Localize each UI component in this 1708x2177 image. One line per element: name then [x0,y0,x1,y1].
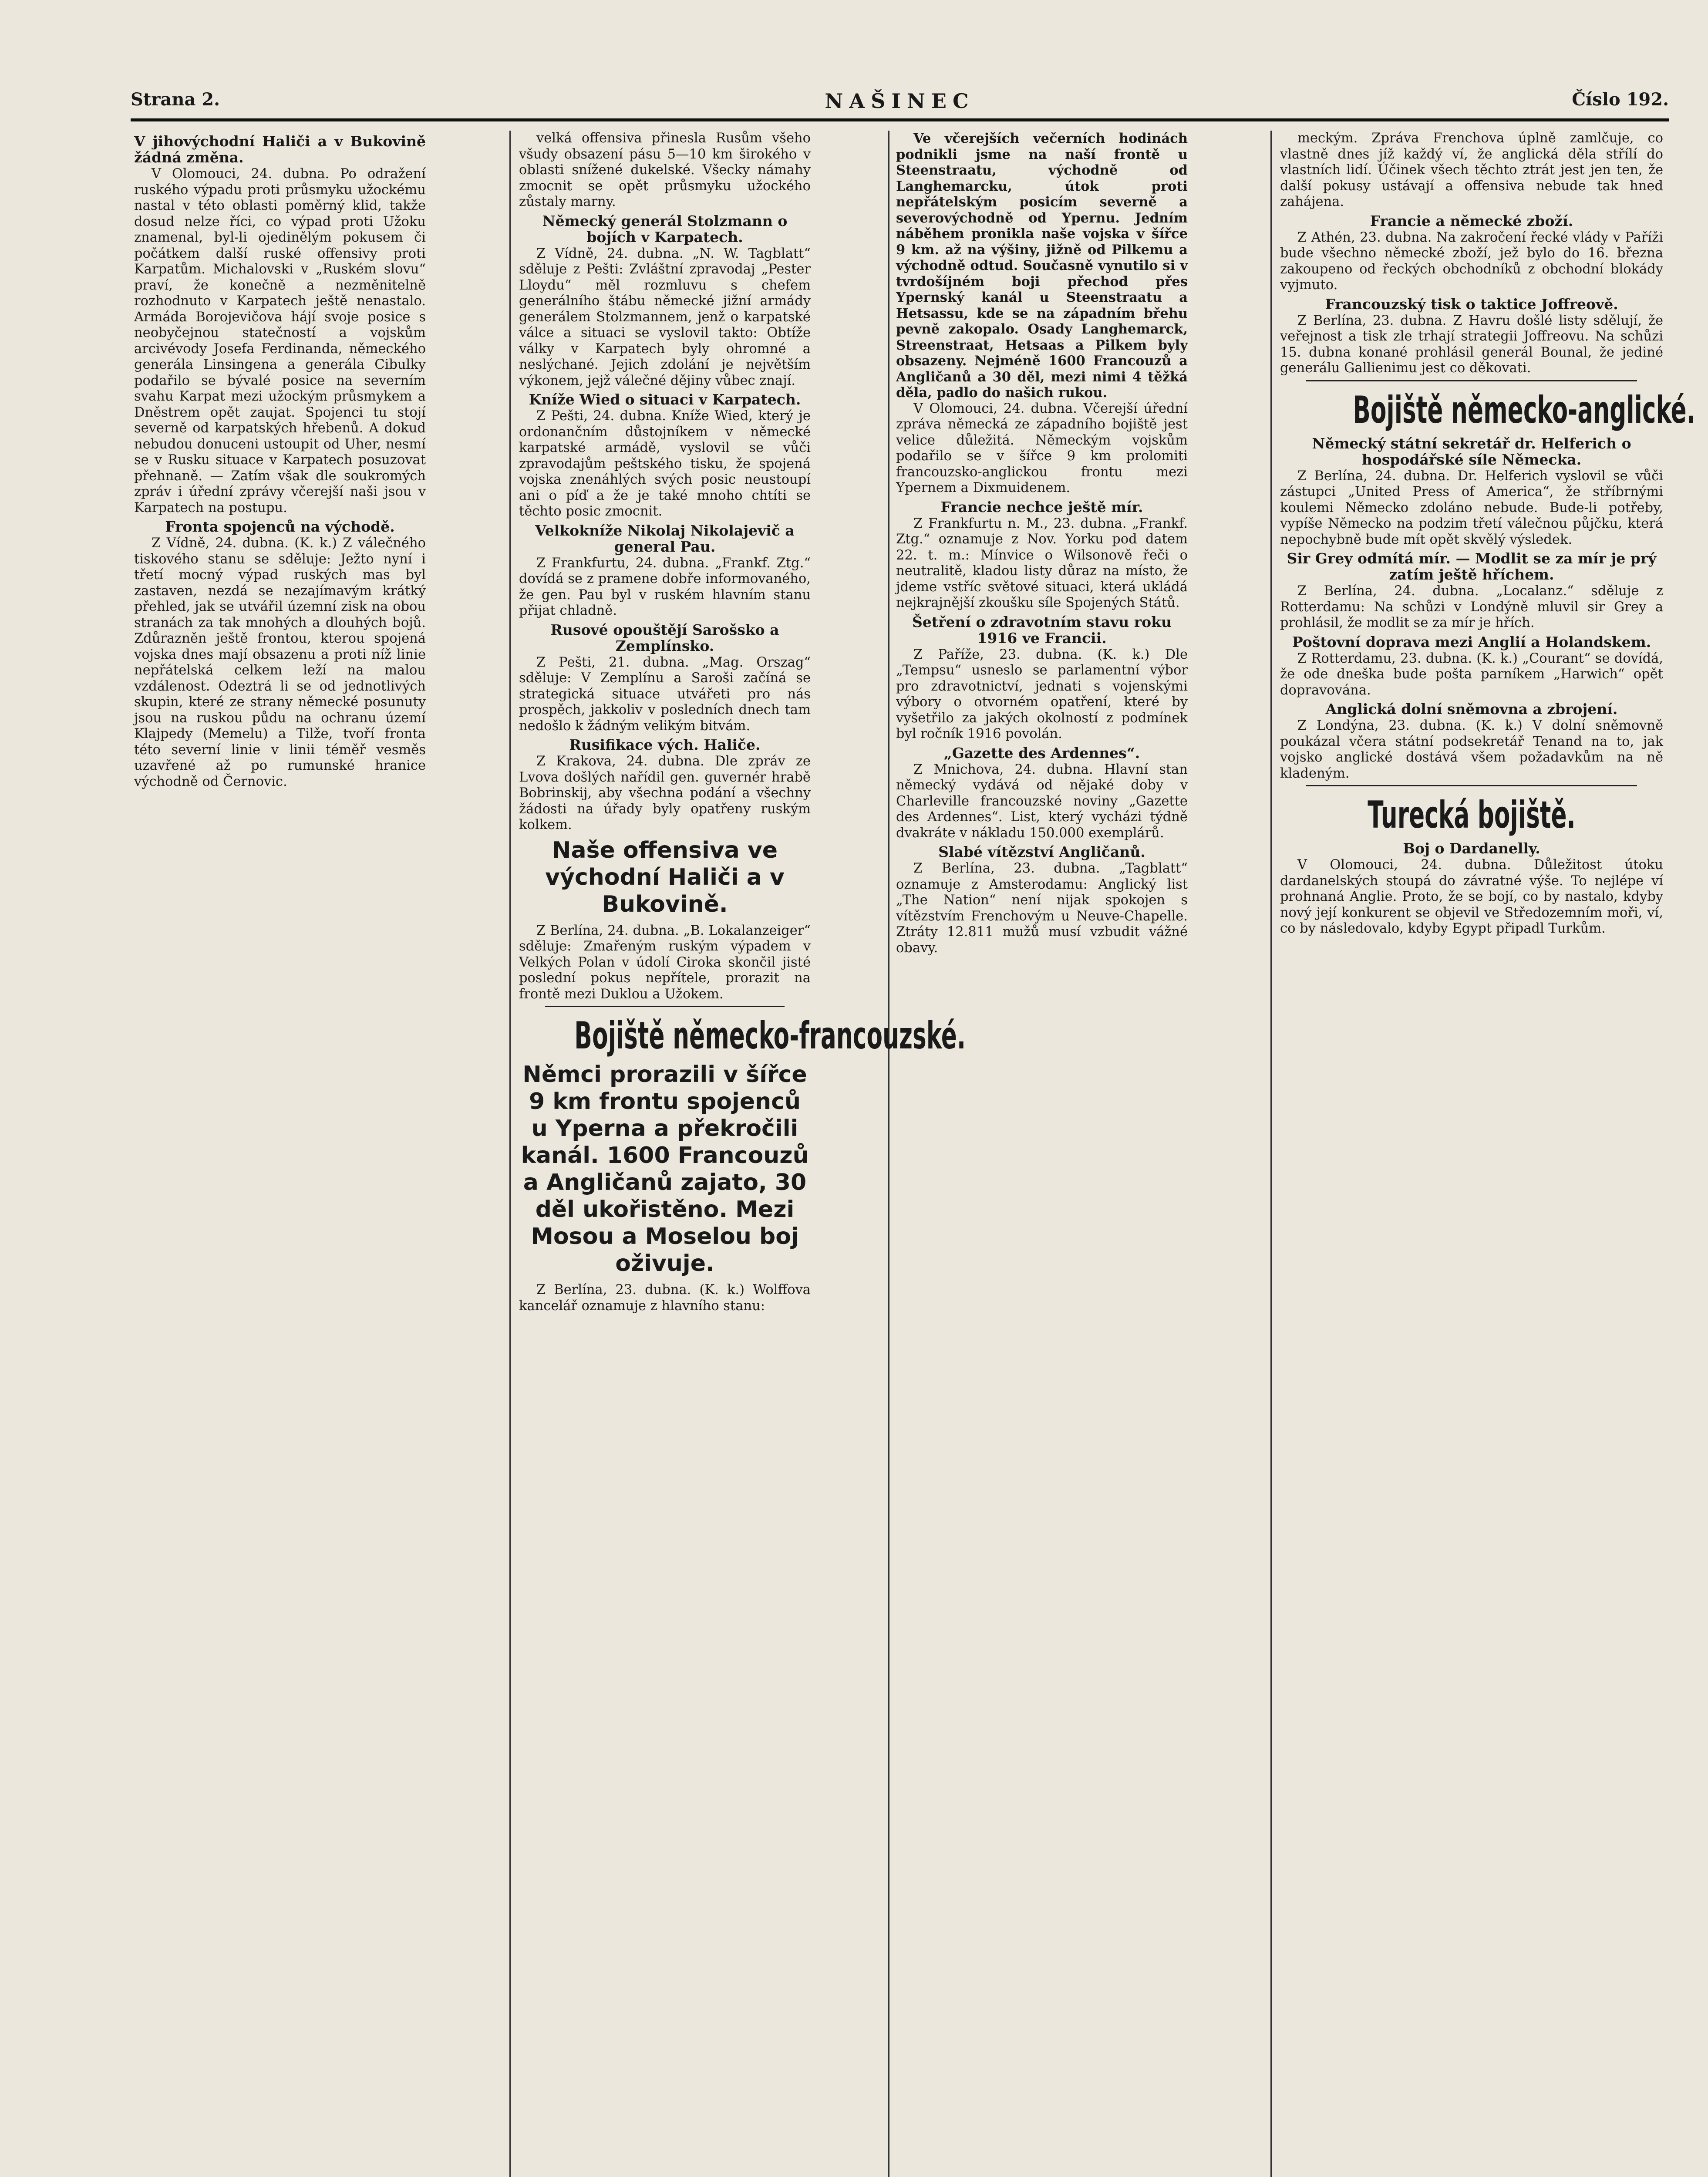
column-divider [509,131,511,2177]
article-text: Z Londýna, 23. dubna. (K. k.) V dolní sněmovně poukázal včera státní podsekretář Tenand na to, jak vojsko anglické dostává všem požadavkům na ně kladeným. [1280,718,1663,781]
article-text: Z Berlína, 23. dubna. Z Havru došlé listy sdělují, že veřejnost a tisk zle trhají strategii Joffreovu. Na schůzi 15. dubna konané prohlásil generál Bounal, že jediné generálu Gallienimu jest co děkovati. [1280,313,1663,376]
column-3 [896,131,1188,2177]
column-divider [888,131,889,2177]
article-text: Z Frankfurtu, 24. dubna. „Frankf. Ztg.“ dovídá se z pramene dobře informovaného, že gen. Pau byl v ruském hlavním stanu přijat chladně. [519,555,811,618]
article-text: Z Rotterdamu, 23. dubna. (K. k.) „Courant“ se dovídá, že ode dneška bude pošta parníkem „Harwich“ opět dopravována. [1280,650,1663,698]
article-text: Z Vídně, 24. dubna. (K. k.) Z válečného tiskového stanu se sděluje: Ježto nyní i třetí mocný výpad ruských mas byl zastaven, nezdá se nezajímavým krátký přehled, jak se utvářil územní zisk na obou stranách za tak mnohých a dlouhých bojů. Zdůrazněn ještě frontou, kterou spojená vojska dnes mají obsazenu a proti níž linie nepřátelská celkem leží na malou vzdálenost. Odeztrá li se od jednotlivých skupin, které ze strany německé posunuty jsou na ruskou půdu na ochranu území Klajpedy (Memelu) a Tilže, tvoří fronta této severní linie v linii téměř vesměs uzavřené až po rumunské hranice východně od Černovic. [134,536,426,789]
article-heading: Sir Grey odmítá mír. — Modlit se za mír je prý zatím ještě hříchem. [1287,550,1657,583]
article-heading: Německý státní sekretář dr. Helferich o hospodářské síle Německa. [1312,435,1631,468]
column-1 [134,131,426,2177]
section-banner: Bojiště německo-francouzské. [574,1014,966,1058]
article-heading: Anglická dolní sněmovna a zbrojení. [1325,701,1618,718]
header-rule [131,118,1669,121]
article-heading: Francie a německé zboží. [1370,212,1573,229]
article-heading: V jihovýchodní Haliči a v Bukovině žádná změna. [134,133,426,166]
article-heading: Francouzský tisk o taktice Joffreově. [1325,295,1618,313]
article-heading: Rusifikace vých. Haliče. [569,736,761,753]
article-text: V Olomouci, 24. dubna. Včerejší úřední zpráva německá ze západního bojiště jest velice důležitá. Německým vojskům podařilo se v šířce 9 km prolomiti francouzsko-anglickou frontu mezi Ypernem a Dixmuidenem. [896,401,1188,495]
article-heading: Kníže Wied o situaci v Karpatech. [529,391,801,408]
masthead-title: NAŠINEC [825,89,975,113]
article-text: Z Berlína, 24. dubna. „B. Lokalanzeiger“ sděluje: Zmařeným ruským výpadem v Velkých Polan v údolí Ciroka skončil jisté poslední pokus nepřítele, prorazit na frontě mezi Duklou a Užokem. [519,923,811,1002]
headline: Naše offensiva ve východní Haliči a v Bukovině. [545,837,785,917]
article-heading: Poštovní doprava mezi Anglií a Holandskem. [1292,633,1651,650]
section-banner: Turecká bojiště. [1368,793,1576,837]
column-4 [1280,131,1695,2177]
article-heading: Rusové opouštějí Sarošsko a Zemplínsko. [550,621,779,654]
article-heading: Boj o Dardanelly. [1403,840,1540,857]
article-text: meckým. Zpráva Frenchova úplně zamlčuje, co vlastně dnes jíž každý ví, že anglická děla střílí do vlastních lidí. Účinek všech těchto ztrát jest jen ten, že další pokusy ustávají a offensiva nebude tak hned zahájena. [1280,131,1663,209]
article-text: Z Berlína, 24. dubna. Dr. Helferich vyslovil se vůči zástupci „United Press of America“, že stříbrnými koulemi Německo zdoláno nebude. Bude-li potřeby, vypíše Německo na podzim třetí válečnou půjčku, která nepochybně bude mít opět skvělý výsledek. [1280,468,1663,547]
article-text: Z Paříže, 23. dubna. (K. k.) Dle „Tempsu“ usneslo se parlamentní výbor pro zdravotnictví, jednati s vojenskými výbory o otvorném opatření, které by vyšetřilo za jakých okolností z podmínek byl ročník 1916 povolán. [896,647,1188,741]
article-heading: Francie nechce ještě mír. [940,498,1143,516]
article-text: Z Frankfurtu n. M., 23. dubna. „Frankf. Ztg.“ oznamuje z Nov. Yorku pod datem 22. t. m.: Mínvice o Wilsonově řeči o neutralitě, kladou listy důraz na místo, že jdeme vstříc světové situaci, která ukládá nejkrajnější zkoušku síle Spojených Států. [896,516,1188,610]
divider [1306,380,1637,381]
article-heading: Velkokníže Nikolaj Nikolajevič a general Pau. [535,522,795,555]
article-text: Z Vídně, 24. dubna. „N. W. Tagblatt“ sděluje z Pešti: Zvláštní zpravodaj „Pester Lloydu“ měl rozmluvu s chefem generálního štábu německé jižní armády generálem Stolzmannem, jenž o karpatské válce a situaci se vyslovil takto: Obtíže války v Karpatech byly ohromné a neslýchané. Jejich zdolání je největším výkonem, jejž válečné dějiny vůbec znají. [519,246,811,388]
column-divider [1270,131,1272,2177]
article-text: Z Athén, 23. dubna. Na zakročení řecké vlády v Paříži bude všechno německé zboží, jež bylo do 16. března zakoupeno od řeckých obchodníků z obchodní blokády vyjmuto. [1280,229,1663,293]
divider [545,1006,785,1007]
article-text: V Olomouci, 24. dubna. Po odražení ruského výpadu proti průsmyku užockému nastal v této oblasti poměrný klid, takže dosud nelze říci, co výpad proti Užoku znamenal, byl-li ojedinělým pokusem či počátkem další ruské offensivy proti Karpatům. Michalovski v „Ruském slovu“ praví, že konečně a nezměnitelně rozhodnuto v Karpatech ještě nenastalo. Armáda Borojevičova hájí svoje posice s neobyčejnou statečností a vojskům arcivévody Josefa Ferdinanda, německého generála Linsingena a generála Cibulky podařilo se bývalé posice na severním svahu Karpat mezi užockým průsmykem a Dněstrem opět zaujat. Spojenci tu stojí severně od karpatských hřebenů. A dokud nebudou donuceni ustoupit od Uher, nesmí se v Rusku situace v Karpatech posuzovat přehnaně. — Zatím však dle soukromých zpráv i úřední zprávy včerejší naši jsou v Karpatech na postupu. [134,166,426,516]
article-heading: Slabé vítězství Angličanů. [938,843,1145,860]
issue-number: Číslo 192. [1572,89,1669,110]
article-text: Z Berlína, 23. dubna. „Tagblatt“ oznamuje z Amsterodamu: Anglický list „The Nation“ není nijak spokojen s vítězstvím Frenchovým u Neuve-Chapelle. Ztráty 12.811 mužů musí vzbudit vážné obavy. [896,861,1188,956]
article-text: V Olomouci, 24. dubna. Důležitost útoku dardanelských stoupá do závratné výše. To nejlépe ví prohnaná Anglie. Proto, že se bojí, co by nastalo, kdyby nový její konkurent se objevil ve Středozemním moři, ví, co by následovalo, kdyby Egypt připadl Turkům. [1280,857,1663,936]
article-text: Z Pešti, 24. dubna. Kníže Wied, který je ordonančním důstojníkem v německé karpatské armádě, vyslovil se vůči zpravodajům peštského tisku, že spojená vojska znenáhlých svých posic neustoupí ani o píď a že je také mnoho chtíti se těchto posic zmocnit. [519,408,811,519]
article-text: Z Berlína, 23. dubna. (K. k.) Wolffova kancelář oznamuje z hlavního stanu: [519,1282,811,1314]
article-text: Z Krakova, 24. dubna. Dle zpráv ze Lvova došlých nařídil gen. guvernér hrabě Bobrinskij, aby všechna podání a všechny žádosti na úřady byly opatřeny ruským kolkem. [519,754,811,832]
column-2 [519,131,966,2177]
divider [1306,785,1637,786]
article-heading: Fronta spojenců na východě. [165,518,395,535]
article-heading: Německý generál Stolzmann o bojích v Karpatech. [542,212,788,246]
article-lead: Ve včerejších večerních hodinách podnikli jsme na naší frontě u Steenstraatu, východně od Langhemarcku, útok proti nepřátelským posicím severně a severovýchodně od Ypernu. Jedním náběhem pronikla naše vojska v šířce 9 km. až na výšiny, jižně od Pilkemu a východně odtud. Současně vynutilo si v tvrdošíjném boji přechod přes Ypernský kanál u Steenstraatu a Hetsassu, kde se na západním břehu pevně zakopalo. Osady Langhemarck, Streenstraat, Hetsaas a Pilkem byly obsazeny. Nejméně 1600 Francouzů a Angličanů a 30 děl, mezi nimi 4 těžká děla, padlo do našich rukou. [896,131,1188,401]
page-number: Strana 2. [131,89,220,110]
article-text: Z Pešti, 21. dubna. „Mag. Orszag“ sděluje: V Zemplínu a Saroši začíná se strategická situace utvářeti pro nás prospěch, jakkoliv v posledních dnech tam nedošlo k žádným velikým bitvám. [519,654,811,734]
article-text: Z Mnichova, 24. dubna. Hlavní stan německý vydává od nějaké doby v Charleville francouzské noviny „Gazette des Ardennes“. List, který vycházi týdně dvakráte v nákladu 150.000 exemplárů. [896,762,1188,841]
headline: Němci prorazili v šířce 9 km frontu spojenců u Yperna a překročili kanál. 1600 Francouzů a Angličanů zajato, 30 děl ukořistěno. Mezi Mosou a Moselou boj oživuje. [521,1062,809,1277]
article-heading: Šetření o zdravotním stavu roku 1916 ve Francii. [912,613,1172,647]
section-banner: Bojiště německo-anglické. [1353,388,1695,432]
article-text: Z Berlína, 24. dubna. „Localanz.“ sděluje z Rotterdamu: Na schůzi v Londýně mluvil sir Grey a prohlásil, že modlit se za mír je hřích. [1280,583,1663,630]
article-text: velká offensiva přinesla Rusům všeho všudy obsazení pásu 5—10 km širokého v oblasti snížené dukelské. Všecky námahy zmocnit se opět průsmyku užockého zůstaly marny. [519,131,811,209]
article-heading: „Gazette des Ardennes“. [943,744,1140,762]
